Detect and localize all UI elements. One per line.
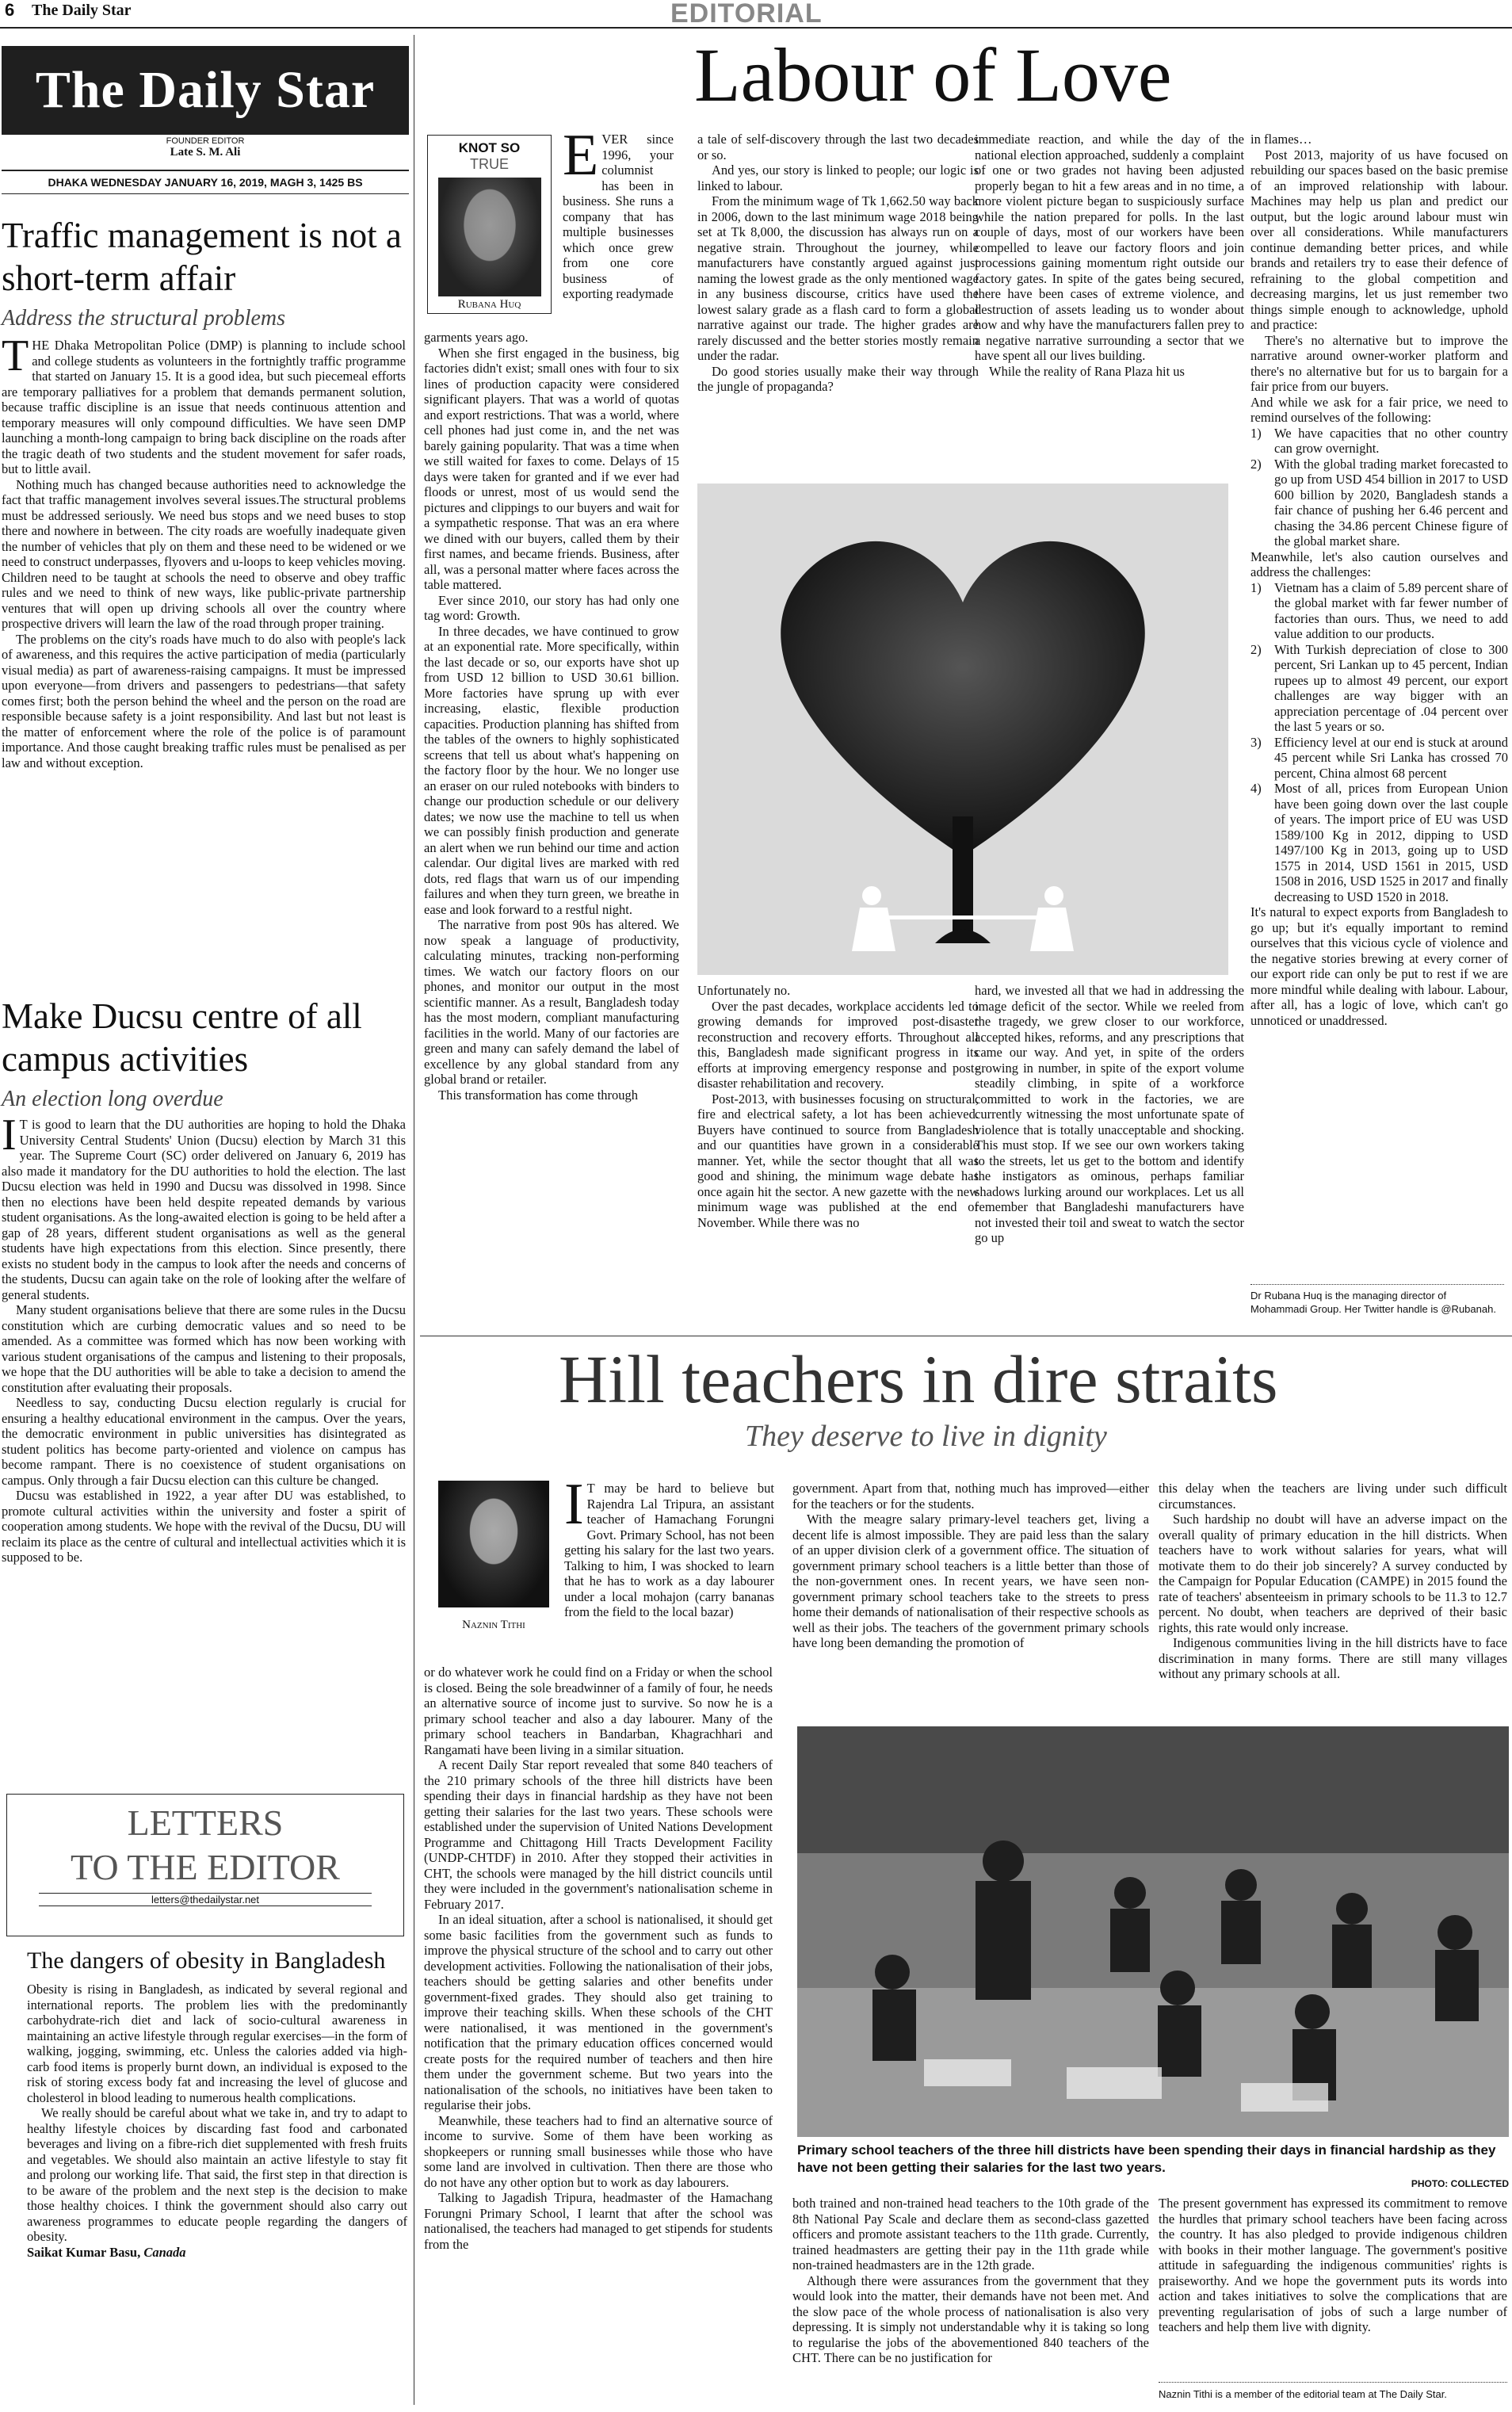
article2-dropcap: I [564,1481,584,1537]
paragraph: Needless to say, conducting Ducsu election regularly is crucial for ensuring a healthy educational environment in the campus. Over the years, the democratic environment in public universities has disintegrated as student politics has become party-oriented and violence on campus has become rampant. There is no coexistence of student organisations on campus. Only through a fair Ducsu election can this culture be changed. [2,1395,406,1488]
article2-col2b [792,2196,1149,2406]
article2-bio: Naznin Tithi is a member of the editorial team at The Daily Star. [1159,2388,1447,2400]
list-text: We have capacities that no other country can grow overnight. [1274,425,1508,456]
signature-name: Saikat Kumar Basu, [27,2244,141,2260]
article1-col2b [697,983,979,1324]
list-item [1250,580,1508,642]
editorial-traffic [2,214,406,1003]
list-text: Vietnam has a claim of 5.89 percent share of the global market with far fewer number of factories than ours. Thus, we need to add value addition to our products. [1274,579,1508,641]
article2-col1 [424,1665,773,2406]
founder-label: FOUNDER EDITOR [166,136,245,146]
masthead-logo: The Daily Star [35,61,376,119]
editorial1-body [2,338,406,1003]
letter-headline: The dangers of obesity in Bangladesh [27,1948,386,1974]
column-name: KNOT SO [458,140,521,155]
paragraph: Nothing much has changed because authorities need to acknowledge the fact that traffic management involves several issues.The structural problems must be addressed seriously. We need bus stops and we need buses to stop there and nowhere in between. The city roads are woefully inadequate given the number of vehicles that ply on them and these need to be widened or we need to construct underpasses, flyovers and u-loops to keep vehicles moving. Children need to be taught at schools the need to observe and obey traffic rules and we need to think of new ways, like public-private partnership ventures that will open up driving schools all over the country where prospective drivers will learn the law of the road through proper training. [2,476,406,631]
paragraph: From the minimum wage of Tk 1,662.50 way back in 2006, down to the last minimum wage 2018 being set at Tk 8,000, the discussion has always run on a negative strain. Throughout the journey, while manufacturers have constantly argued against just naming the lowest grade as the only mentioned wage in any business discourse, critics have used the lowest salary grade as a flash card to form a global narrative against our trade. The higher grades are rarely discussed and the better stories mostly remain under the radar. [697,193,979,363]
classroom-illustration [797,1726,1509,2137]
article1-bio-rule [1250,1284,1504,1285]
editorial2-dropcap: I [2,1117,17,1160]
dateline: DHAKA WEDNESDAY JANUARY 16, 2019, MAGH 3, 1425 BS [2,170,409,194]
list-item [1250,457,1508,549]
paragraph: this delay when the teachers are living under such difficult circumstances. [1159,1481,1507,1512]
paragraph: In an ideal situation, after a school is nationalised, it should get some basic facilities from the government such as funds to improve the physical structure of the school and to carry out other development activities. Following the nationalisation of their jobs, teachers should be getting salaries and other benefits under government-fixed grades. They should also get training to improve their teaching skills. When these schools of the CHT were nationalised, it was mentioned in the government's notification that the primary education offices concerned would create posts for the required number of teachers and then hire them under the government scheme. But two years into the nationalisation of the schools, no initiatives have been taken to regularise their jobs. [424,1912,773,2112]
photo-credit-label: PHOTO: [1411,2178,1449,2189]
paragraph: With the meagre salary primary-level teachers get, living a decent life is almost impossible. They are paid less than the salary of an upper division clerk of a government office. The situation of government primary school teachers is a little better than those of the non-government ones. In recent years, we have seen non-government primary school teachers take to the streets to press home their demands of nationalisation of their respective schools as well as their jobs. The teachers of the government primary schools have long been demanding the promotion of [792,1512,1149,1650]
paragraph: This transformation has come through [438,1087,639,1103]
paragraph: Many student organisations believe that there are some rules in the Ducsu constitution which are curbing democratic values and so need to be amended. As a committee was formed which has now been working with various student organisations of the campus and listening to their proposals, we hope that the DU authorities will be able to take a decision to amend the constitution after evaluating their proposals. [2,1302,406,1395]
editorial-ducsu [2,995,406,1791]
paragraph: The present government has expressed its commitment to remove the hurdles that primary school teachers have been facing across the country. It has also pledged to provide indigenous children with books in their mother language. The government's positive attitude in safeguarding the indigenous communities' rights is praiseworthy. And we hope the government puts its words into action and takes initiatives to solve the complications that are preventing regularisation of jobs of such a large number of teachers and help them live with dignity. [1159,2196,1507,2334]
author-photo [438,1481,549,1607]
paragraph: And yes, our story is linked to people; our logic is linked to labour. [697,162,979,193]
list-text: With the global trading market forecasted to go up from USD 454 billion in 2017 to USD 600 billion by 2020, Bangladesh stands a fair chance of pushing her 6.46 percent and chasing the 34.86 percent Chinese figure of the global market share. [1274,456,1508,549]
article1-col4 [1250,132,1508,1281]
paragraph: Indigenous communities living in the hill districts have to face discrimination in many forms. There are still many villages without any primary schools at all. [1159,1635,1507,1681]
letter [27,1947,407,2386]
paragraph: in flames… [1250,132,1312,147]
article2-headline: Hill teachers in dire straits [559,1341,1278,1417]
founder-block [2,136,409,159]
article2-col3b [1159,2196,1507,2374]
paragraph: A recent Daily Star report revealed that some 840 teachers of the 210 primary schools of the three hill districts have been spending their days in financial hardship as they have not been getting their salaries for the last two years. These schools were established under the supervision of United Nations Development Programme and Chittagong Hill Tracts Development Facility (UNDP-CHTDF) in 2010. After they stopped their activities in CHT, the schools were managed by the hill district councils until they were included in the government's nationalisation scheme in February 2017. [424,1757,773,1912]
article1-col2 [697,132,979,472]
list-num: 2) [1250,456,1262,472]
paragraph: Obesity is rising in Bangladesh, as indicated by several regional and international reports. The problem lies with the predominantly carbohydrate-rich diet and lack of socio-cultural awareness in maintaining an active lifestyle through regular exercises—in the form of walking, jogging, swimming, etc. Unless the calories added via high-carb food items is properly burnt down, an individual is exposed to the risk of storing excess body fat and increasing the level of glucose and cholesterol in blood leading to numerous health complications. [27,1982,407,2105]
paragraph: government. Apart from that, nothing much has improved—either for the teachers or for the students. [792,1481,1149,1512]
article1-col1 [424,330,679,1317]
paragraph: We really should be careful about what we take in, and try to adapt to healthy lifestyle choices by discarding fast food and carbonated beverages and living on a fibre-rich diet supplemented with fresh fruits and vegetables. We should also maintain an active lifestyle to stay fit and prolong our working life. That said, the first step in that direction is to be aware of the problem and the next step is the decision to make those healthy choices. I think the government should also carry out awareness programmes to educate people regarding the dangers of obesity. [27,2105,407,2244]
paragraph: garments years ago. [424,330,529,345]
column-name-2: TRUE [470,156,509,172]
article2-byline-box [434,1481,553,1639]
editorial1-dropcap: T [2,338,29,380]
paragraph: Unfortunately no. [697,983,791,998]
letters-title-2: TO THE EDITOR [71,1847,340,1887]
list-text: Efficiency level at our end is stuck at around 45 percent while Sri Lanka has crossed 70 percent, China almost 68 percent [1274,734,1508,781]
article2-col3 [1159,1481,1507,1718]
article2-intro [564,1481,774,1663]
paragraph: Post-2013, with businesses focusing on structural, fire and electrical safety, a lot has been achieved. Buyers have continued to source from Bangladesh and our quantities have grown in a considerable manner. Yet, while the sector thought that all was good and shining, the minimum wage debate has once again hit the sector. A new gazette with the new minimum wage was published at the end of November. While there was no [697,1091,979,1230]
paragraph: HE Dhaka Metropolitan Police (DMP) is planning to include school and college students as volunteers in the fortnightly traffic programme that started on January 15. It is a good idea, but such piecemeal efforts are temporary palliatives for a problem that demands permanent solution, because traffic discipline is an issue that needs continuous attention and temporary measures will only compound difficulties. We have seen DMP launching a month-long campaign to bring back discipline on the roads after the tragic death of two students and the student movement for safer roads, but to little avail. [2,338,406,476]
section-title: EDITORIAL [670,0,823,29]
founder-name: Late S. M. Ali [170,146,241,159]
editorial2-kicker: An election long overdue [2,1087,223,1111]
letters-title: LETTERS [127,1802,284,1843]
photo-caption: Primary school teachers of the three hill districts have been spending their days in financial hardship as they have not been getting their salaries for the last two years. [797,2143,1496,2175]
list-num: 3) [1250,734,1262,750]
paragraph: It's natural to expect exports from Bangladesh to go up; but it's equally important to remind ourselves that this vicious cycle of violence and the negative stories brewing at every corner of our export ride can only be put to rest if we are more mindful while dealing with labour. Labour, after all, has a logic of love, which can't go unnoticed or unaddressed. [1250,904,1508,1028]
article2-subhead: They deserve to live in dignity [745,1420,1107,1453]
paragraph: Such hardship no doubt will have an adverse impact on the overall quality of primary education in the hill districts. When teachers have to work without salaries for years, what will motivate them to do their job sincerely? A survey conducted by the Campaign for Popular Education (CAMPE) in 2015 found the rate of teachers' absenteeism in primary schools to be 11.3 to 12.7 percent. No doubt, when teachers are deprived of their basic rights, this rate would only increase. [1159,1512,1507,1635]
letter-signature [27,2245,407,2261]
article1-col3 [975,132,1244,472]
signature-place: Canada [143,2244,186,2260]
paragraph: And while we ask for a fair price, we need to remind ourselves of the following: [1250,394,1508,425]
paragraph: Ducsu was established in 1922, a year after DU was established, to promote cultural activities within the university and foster a spirit of cooperation among students. We hope with the revival of the Ducsu, DU will reclaim its place as the centre of cultural and intellectual activities which it is supposed to be. [2,1488,406,1565]
list-num: 4) [1250,781,1262,796]
article1-headline: Labour of Love [694,32,1172,117]
photo-credit-source: COLLECTED [1450,2178,1509,2189]
editorial1-headline: Traffic management is not a short-term affair [2,216,402,298]
paragraph: Talking to Jagadish Tripura, headmaster of the Hamachang Forungni Primary School, I learnt that after the school was nationalised, the teachers had managed to get stipends for students from the [424,2190,773,2252]
paragraph: The problems on the city's roads have much to do also with people's lack of awareness, and this requires the active participation of media (particularly visual media) as part of awareness-raising campaigns. It must be impressed upon everyone—from drivers and passengers to pedestrians—that safety comes first; both the person behind the wheel and the person on the road are responsible because safety is a joint responsibility. And last but not least is the matter of enforcement where the role of the police is of paramount importance. And those caught breaking traffic rules must be penalised as per law and without exception. [2,631,406,770]
article2-col2 [792,1481,1149,1718]
paragraph: While the reality of Rana Plaza hit us [989,363,1185,379]
author-name: Naznin Tithi [462,1619,525,1631]
paragraph: Meanwhile, these teachers had to find an alternative source of income to survive. Some of them have been working as shopkeepers or running small businesses while those who have some land are involved in cultivation. Then there are those who do not have any other option but to work as day labourers. [424,2112,773,2190]
list-text: Most of all, prices from European Union have been going down over the last couple of years. The import price of EU was USD 1589/100 Kg in 2012, dipping to USD 1497/100 Kg in 2013, going up to USD 1575 in 2014, USD 1561 in 2015, USD 1508 in 2016, USD 1525 in 2017 and finally decreasing to USD 1520 in 2018. [1274,781,1508,904]
paragraph: a tale of self-discovery through the last two decades or so. [697,132,979,162]
list-item [1250,781,1508,904]
author-name: Rubana Huq [457,298,521,311]
article1-intro [563,132,674,342]
paragraph: Although there were assurances from the government that they would look into the matter, their demands have not been met. And the slow pace of the whole process of nationalisation is also very depressing. It is simply not understandable why it is taking so long to regularise the jobs of the abovementioned 840 teachers of the CHT. There can be no justification for [792,2272,1149,2365]
paragraph: VER since 1996, your columnist has been in business. She runs a company that has multiple businesses which once grew from one core business of exporting readymade [563,132,674,301]
article1-photo [697,484,1228,975]
list-num: 1) [1250,579,1262,595]
page-number: 6 [5,0,15,20]
list-text: With Turkish depreciation of close to 300 percent, Sri Lankan up to 45 percent, Indian rupees up to almost 49 percent, our export challenges are way bigger with an appreciation percentage of .04 percent over the last 5 years or so. [1274,641,1508,734]
paper-name-small: The Daily Star [32,2,132,19]
author-photo [438,178,541,296]
list-item [1250,735,1508,782]
article1-col3b [975,983,1244,1324]
paragraph: T is good to learn that the DU authorities are hoping to hold the Dhaka University Central Students' Union (Ducsu) election by March 31 this year. The Supreme Court (SC) order delivered on January 6, 2019 has also made it mandatory for the DU authorities to hold the election. The last Ducsu election was held in 1990 and Ducsu was dissolved in 1998. Since then no elections have been held despite repeated demands by various student organisations. As the long-awaited election is going to be held after a gap of 28 years, different student organisations as well as the general students have high expectations from this election. Since presently, there exists no student body in the campus to look after the needs and concerns of the students, Ducsu can again take on the role of looking after the welfare of general students. [2,1117,406,1302]
article1-bio: Dr Rubana Huq is the managing director of Mohammadi Group. Her Twitter handle is @Rubanah. [1250,1290,1496,1315]
editorial1-kicker: Address the structural problems [2,306,286,331]
paragraph: The narrative from post 90s has altered. We now speak a language of productivity, calculating minutes, tracking non-performing times. We watch our factory floors on our phones, and monitor our output in the most scientific manner. As a result, Bangladesh today has the most modern, compliant manufacturing facilities in the world. Many of our factories are green and many can safely demand the label of excellence by any global standard from any global brand or retailer. [424,917,679,1087]
paragraph: When she first engaged in the business, big factories didn't exist; small ones with four to six lines of production capacity were considered significant players. That was a world of quotas and export restrictions. That was a world, where cell phones had just come in, and the net was barely gaining popularity. That was a time when we still waited for faxes to come. Delays of 15 days were taken for granted and if we ever had floods or unrest, most of us would send the pictures and clippings to our buyers and wait for a sympathetic response. That was an era where we dined with our buyers, called them by their first names, and became friends. Business, after all, was a personal matter where faces across the table mattered. [424,345,679,592]
paragraph: There's no alternative but to improve the narrative around owner-worker platform and there's no alternative but for us to bargain for a fair price from our buyers. [1250,332,1508,394]
letters-box [6,1794,404,1936]
list-num: 1) [1250,425,1262,441]
letters-email: letters@thedailystar.net [39,1893,372,1906]
masthead [2,46,409,135]
paragraph: Over the past decades, workplace accidents led to growing demands for improved post-disaster reconstruction and recovery efforts. Throughout all this, Bangladesh made significant progress in its efforts at improving emergency response and post-disaster rehabilitation and recovery. [697,998,979,1091]
paragraph: Meanwhile, let's also caution ourselves and address the challenges: [1250,549,1508,579]
article2-bio-rule [1159,2382,1507,2383]
paragraph: Post 2013, majority of us have focused on rebuilding our spaces based on the basic premise of an improved relationship with labour. Machines may help us plan and predict our output, but the logic around labour must win over all considerations. While manufacturers continue demanding better prices, and while brands and retailers try to ease their defence of refraining to the global competition and decreasing margins, let us just remember two things simple enough to acknowledge, uphold and practice: [1250,147,1508,332]
list-num: 2) [1250,641,1262,657]
paragraph: Do good stories usually make their way through the jungle of propaganda? [697,363,979,394]
heart-tree-illustration [697,484,1228,975]
paragraph: or do whatever work he could find on a Friday or when the school is closed. Being the sole breadwinner of a family of four, he needs an alternative source of income just to survive. So now he is a primary school teacher and also a day labourer. Many of the primary school teachers in Bandarban, Khagrachhari and Rangamati have been living in a similar situation. [424,1665,773,1757]
paragraph: T may be hard to believe but Rajendra Lal Tripura, an assistant teacher of Hamachang Forungni Govt. Primary School, has not been getting his salary for the last two years. Talking to him, I was shocked to learn that he has to work as a day labourer under a local mohajon (carry bananas from the field to the local bazar) [564,1481,774,1619]
editorial2-body [2,1117,406,1791]
paragraph: immediate reaction, and while the day of the national election approached, suddenly a complaint of one or two grades not having been adjusted properly began to hit a few areas and in no time, a more violent picture began to suspiciously surface while the nation prepared for polls. In the last couple of days, most of our workers have been compelled to leave our factory floors and join processions gaining momentum right outside our factory gates. In spite of the gates being secured, there have been cases of extreme violence, and destruction of assets leading us to wonder about how and why have the manufacturers fallen prey to a negative narrative surrounding a sector that we have spent all our lives building. [975,132,1244,363]
article1-dropcap: E [563,132,599,188]
paragraph: Ever since 2010, our story has had only one tag word: Growth. [424,592,679,623]
list-item [1250,426,1508,457]
paragraph: In three decades, we have continued to grow at an exponential rate. More specifically, within the last decade or so, our exports have shot up from USD 12 billion to USD 30.61 billion. More factories have sprung up with ever increasing, elastic, flexible production capacities. Production planning has shifted from the tables of the owners to highly sophisticated screens that tell us about what's happening on the factory floor by the hour. We no longer use an eraser on our ruled notebooks with binders to change our production schedule or our delivery dates; we now use the machine to tell us when we can possibly finish production and generate an alert when we run behind our time and action calendar. Our digital lives are marked with red dots, red flags that warn us of our impending failures and when they turn green, we breathe in ease and look forward to a restful night. [424,623,679,917]
list-item [1250,642,1508,735]
article1-byline-box [427,135,552,314]
editorial2-headline: Make Ducsu centre of all campus activities [2,996,362,1079]
letter-body [27,1982,407,2386]
photo-credit [797,2178,1509,2189]
article2-photo [797,1726,1509,2137]
paragraph: hard, we invested all that we had in addressing the image deficit of the sector. While we reeled from the tragedy, we grew closer to our workforce, accepted hikes, reforms, and any prescriptions that came our way. And yet, in spite of the orders growing in number, in spite of the export volume steadily climbing, in spite of a workforce committed to work in the factories, we are currently witnessing the most unfortunate spate of violence that is totally unacceptable and shocking. This must stop. If we see our own workers taking to the streets, let us get to the bottom and identify the instigators as ominous, perhaps familiar shadows lurking around our workplaces. Let us all remember that Bangladeshi manufacturers have not invested their toil and sweat to watch the sector go up [975,983,1244,1245]
paragraph: both trained and non-trained head teachers to the 10th grade of the 8th National Pay Scale and declare them as second-class gazetted officers and promote assistant teachers to the 11th grade. Currently, trained headmasters are getting their pay in the 11th grade while non-trained headmasters are in the 12th grade. [792,2196,1149,2272]
